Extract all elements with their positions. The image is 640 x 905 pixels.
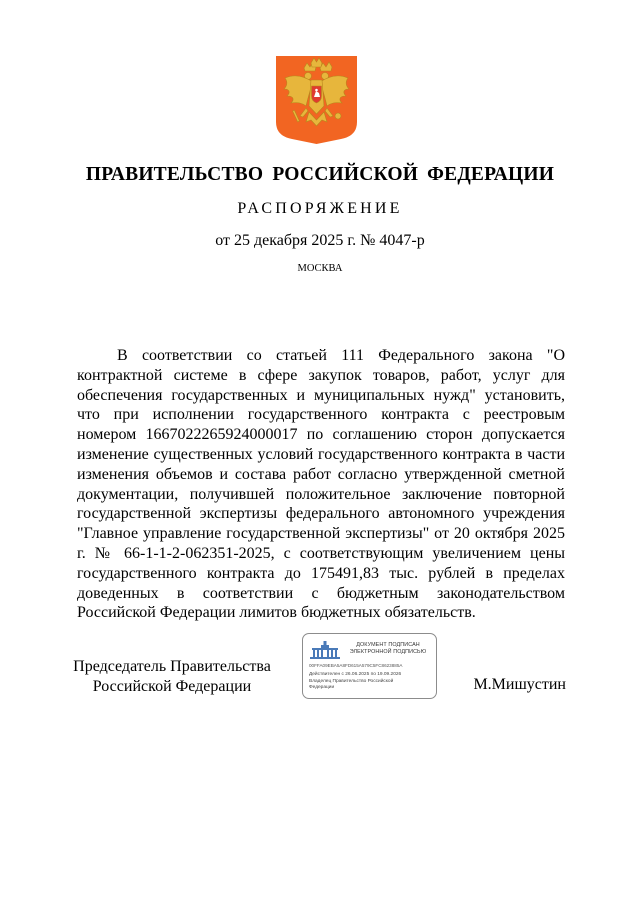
document-type: РАСПОРЯЖЕНИЕ — [237, 200, 403, 217]
order-paragraph: В соответствии со статьей 111 Федерального закона "О контрактной системе в сфере закупок товаров, работ, услуг для обеспечения государственных и муниципальных нужд" установить, что при исполнении государственного контракта с реестровым номером 1667022265924000017 по соглашению сторон допускается изменение существенных условий государственного контракта в части изменения объемов и состава работ согласно утвержденной сметной документации, получившей положительное заключение повторной государственной экспертизы федерального автономного учреждения "Главное управление государственной экспертизы" от 20 октября 2025 г. № 66-1-1-2-062351-2025, с соответствующим увеличением цены государственного контракта до 175491,83 тыс. рублей в пределах доведенных в соответствии с бюджетным законодательством Российской Федерации лимитов бюджетных обязательств. — [77, 347, 565, 622]
document-city: МОСКВА — [297, 263, 343, 274]
stamp-heading-line-1: ДОКУМЕНТ ПОДПИСАН — [356, 642, 420, 648]
electronic-signature-stamp — [302, 633, 437, 699]
stamp-owner-line-1: Владелец Правительство Российской — [309, 679, 394, 684]
government-building-icon — [310, 641, 340, 659]
signer-title — [72, 657, 272, 696]
document-date-number: от 25 декабря 2025 г. № 4047-р — [215, 232, 425, 249]
stamp-owner-line-2: Федерации — [309, 685, 335, 690]
signer-name: М.Мишустин — [473, 676, 566, 693]
stamp-heading — [341, 642, 435, 656]
stamp-validity: Действителен с 26.06.2025 по 19.09.2026 — [309, 672, 402, 677]
signer-title-line-2: Российской Федерации — [92, 677, 252, 695]
stamp-certificate: 00FFA09EBA5A8FD615A579C5FC8623885A — [309, 663, 403, 668]
signer-title-line-1: Председатель Правительства — [73, 658, 271, 675]
government-title: ПРАВИТЕЛЬСТВО РОССИЙСКОЙ ФЕДЕРАЦИИ — [85, 164, 555, 185]
russian-coat-of-arms-icon — [276, 56, 357, 144]
stamp-heading-line-2: ЭЛЕКТРОННОЙ ПОДПИСЬЮ — [349, 649, 427, 655]
